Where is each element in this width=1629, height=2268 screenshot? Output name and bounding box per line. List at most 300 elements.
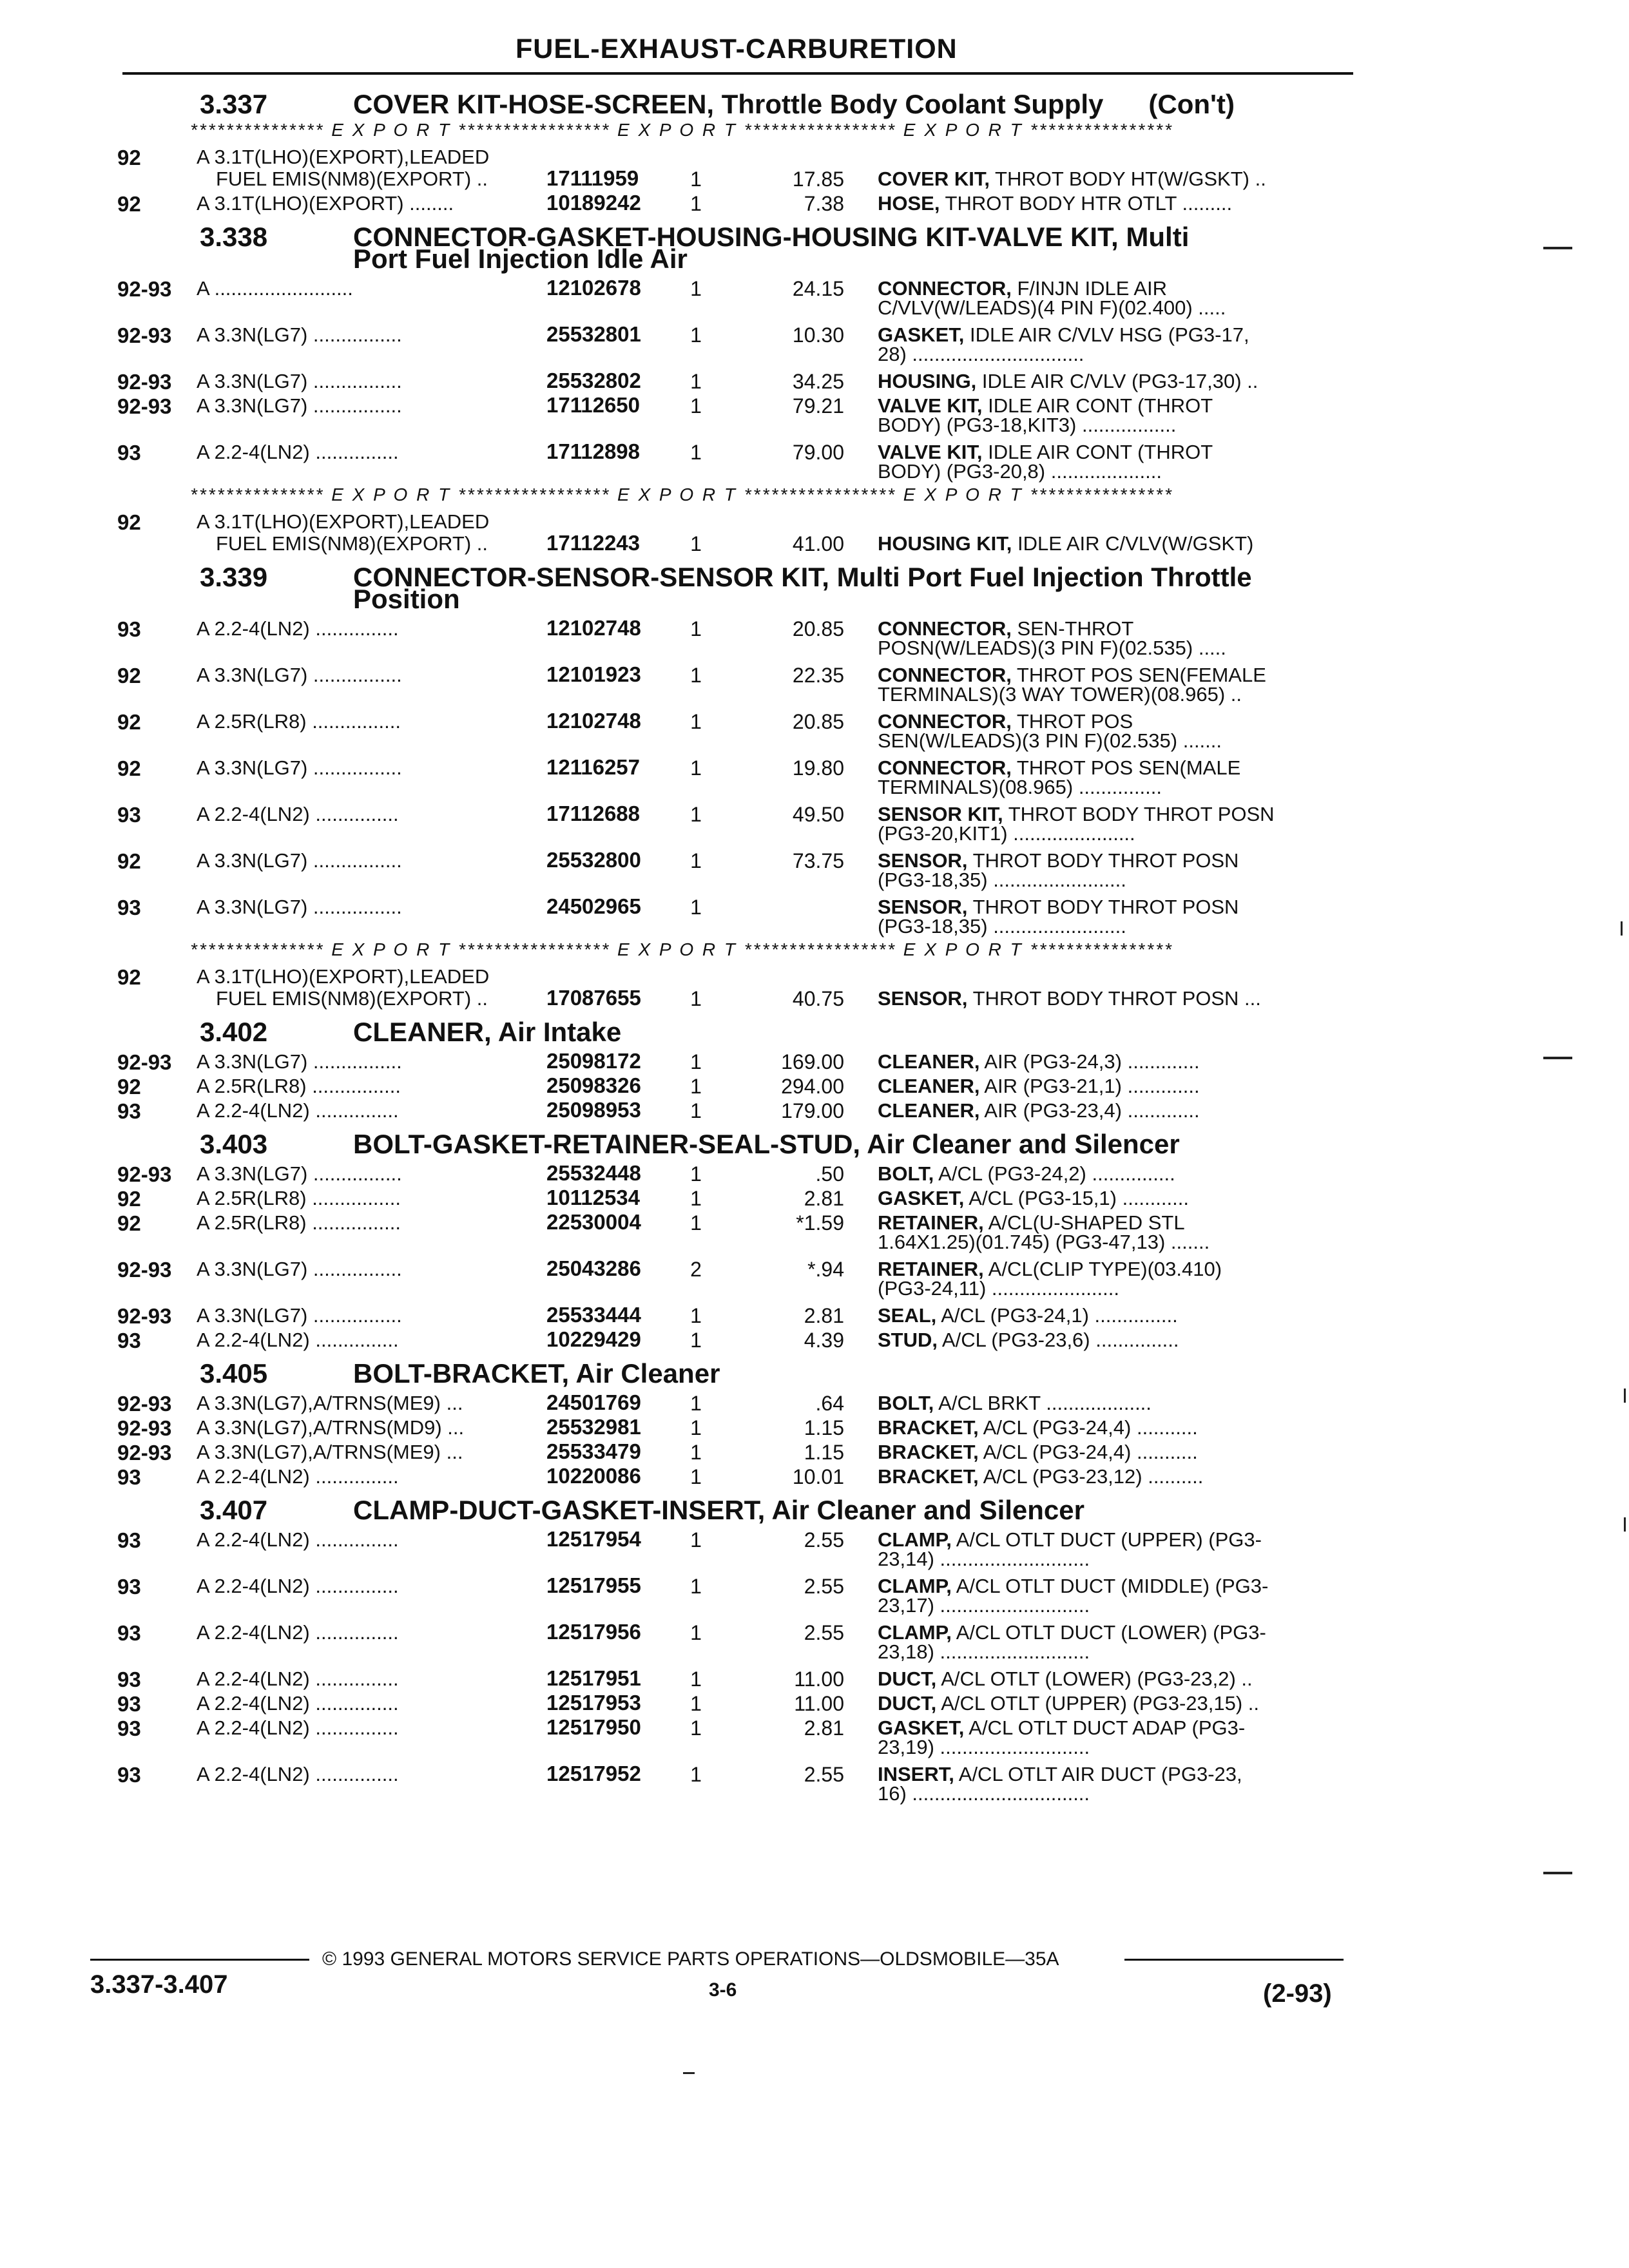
row-description-space — [940, 192, 945, 215]
row-application: A 2.2-4(LN2) ............... — [197, 1716, 399, 1739]
row-price: 41.00 — [792, 532, 844, 555]
row-price: 10.30 — [792, 323, 844, 347]
row-description-text: A/CL OTLT DUCT (LOWER) (PG3- — [956, 1621, 1266, 1644]
row-description-space — [979, 1465, 983, 1488]
margin-mark — [1543, 247, 1572, 249]
row-part-number: 12517953 — [546, 1691, 641, 1715]
row-part-number: 12517955 — [546, 1573, 641, 1597]
row-description-name: VALVE KIT, — [878, 394, 983, 417]
row-description-space — [976, 370, 982, 392]
row-description-name: COVER KIT, — [878, 168, 990, 190]
row-description-text: A/CL OTLT (LOWER) (PG3-23,2) .. — [941, 1667, 1253, 1690]
row-application: A 3.3N(LG7) ................ — [197, 1258, 402, 1280]
row-application: A 2.2-4(LN2) ............... — [197, 1667, 399, 1690]
row-price: 169.00 — [781, 1050, 844, 1073]
header-rule — [122, 72, 1353, 75]
row-part-number: 12517954 — [546, 1527, 641, 1551]
row-application: A 3.3N(LG7) ................ — [197, 1304, 402, 1327]
row-description-text: THROT BODY THROT POSN — [1008, 803, 1275, 825]
row-part-number: 12517950 — [546, 1715, 641, 1739]
section-title-space — [765, 1495, 771, 1525]
row-part-number: 24502965 — [546, 894, 641, 918]
row-year: 92 — [117, 1075, 141, 1099]
row-description — [878, 192, 1232, 215]
row-price: 79.00 — [792, 441, 844, 464]
row-description-cont: (PG3-18,35) ........................ — [878, 869, 1126, 891]
row-price: 1.15 — [804, 1416, 844, 1439]
row-part-number: 25532801 — [546, 322, 641, 346]
row-quantity: 1 — [690, 277, 702, 300]
row-description-text: THROT POS — [1016, 710, 1133, 733]
row-description-name: SEAL, — [878, 1304, 937, 1327]
row-application: A 2.2-4(LN2) ............... — [197, 1465, 399, 1488]
row-description-text: A/CL OTLT DUCT ADAP (PG3- — [969, 1716, 1246, 1739]
row-application: A 3.3N(LG7),A/TRNS(ME9) ... — [197, 1441, 463, 1463]
row-year: 93 — [117, 1692, 141, 1716]
row-year: 92 — [117, 664, 141, 687]
row-description — [878, 1441, 1198, 1464]
row-description-cont: (PG3-20,KIT1) ...................... — [878, 822, 1135, 845]
row-quantity: 1 — [690, 710, 702, 733]
row-part-number: 12102748 — [546, 616, 641, 640]
row-part-number: 25532981 — [546, 1415, 641, 1439]
section-number: 3.339 — [200, 562, 268, 592]
row-year: 93 — [117, 896, 141, 919]
row-part-number: 12517952 — [546, 1762, 641, 1785]
footer-page-number: 3-6 — [709, 1979, 737, 2001]
row-quantity: 1 — [690, 1187, 702, 1210]
row-part-number: 12116257 — [546, 755, 641, 779]
section-title-subtitle: Air Cleaner and Silencer — [867, 1129, 1180, 1159]
row-year: 93 — [117, 441, 141, 465]
row-year: 93 — [117, 1329, 141, 1352]
row-description-name: CLEANER, — [878, 1075, 980, 1097]
row-description-name: BOLT, — [878, 1162, 934, 1185]
row-application: A 3.3N(LG7) ................ — [197, 370, 402, 392]
row-description-space — [968, 987, 973, 1010]
row-price: 20.85 — [792, 710, 844, 733]
row-price: 2.55 — [804, 1575, 844, 1598]
row-description-text: IDLE AIR C/VLV HSG (PG3-17, — [969, 323, 1249, 346]
row-description-text: IDLE AIR CONT (THROT — [988, 394, 1213, 417]
section-title-space — [1119, 222, 1126, 252]
row-quantity: 1 — [690, 1716, 702, 1740]
row-part-number: 17112688 — [546, 802, 641, 825]
section-title-main: COVER KIT-HOSE-SCREEN, — [353, 89, 715, 119]
row-quantity: 1 — [690, 1692, 702, 1715]
row-year: 92 — [117, 510, 141, 534]
margin-mark — [1621, 921, 1623, 936]
row-year: 92 — [117, 965, 141, 989]
row-year: 92-93 — [117, 1441, 172, 1465]
row-price: 11.00 — [794, 1667, 844, 1691]
row-part-number: 10189242 — [546, 191, 641, 215]
row-price: 2.81 — [804, 1716, 844, 1740]
row-application: A 2.5R(LR8) ................ — [197, 1075, 401, 1097]
row-year: 92 — [117, 192, 141, 216]
row-description-text: IDLE AIR C/VLV (PG3-17,30) .. — [981, 370, 1258, 392]
row-quantity: 1 — [690, 1050, 702, 1073]
row-application: A 2.2-4(LN2) ............... — [197, 1329, 399, 1351]
row-application: A 3.1T(LHO)(EXPORT),LEADED — [197, 146, 490, 168]
row-year: 93 — [117, 1621, 141, 1645]
row-description-text: A/CL (PG3-24,1) ............... — [941, 1304, 1178, 1327]
row-application: A 3.1T(LHO)(EXPORT),LEADED — [197, 510, 490, 533]
row-application: A 3.3N(LG7) ................ — [197, 896, 402, 918]
row-description — [878, 532, 1253, 555]
row-description-cont: 23,17) ........................... — [878, 1594, 1090, 1617]
row-description — [878, 1465, 1203, 1488]
row-description-name: CLEANER, — [878, 1099, 980, 1122]
section-number: 3.407 — [200, 1495, 268, 1525]
row-year: 92 — [117, 146, 141, 169]
row-quantity: 1 — [690, 1528, 702, 1552]
row-year: 93 — [117, 1465, 141, 1489]
row-description — [878, 1416, 1198, 1439]
row-description-cont: 23,18) ........................... — [878, 1640, 1090, 1663]
row-part-number: 12517956 — [546, 1620, 641, 1644]
row-description — [878, 168, 1266, 191]
row-description — [878, 1050, 1200, 1073]
row-year: 93 — [117, 617, 141, 641]
section-number: 3.402 — [200, 1017, 268, 1047]
row-description-name: GASKET, — [878, 323, 965, 346]
row-description-space — [1012, 532, 1017, 555]
row-application: A 2.2-4(LN2) ............... — [197, 1692, 399, 1715]
row-part-number: 24501769 — [546, 1390, 641, 1414]
section-title-main: CONNECTOR-GASKET-HOUSING-HOUSING KIT-VALVE KIT, — [353, 222, 1119, 252]
row-description-name: BRACKET, — [878, 1465, 979, 1488]
row-description-text: THROT BODY THROT POSN ... — [972, 987, 1261, 1010]
row-year: 92 — [117, 1187, 141, 1211]
row-description-cont: (PG3-18,35) ........................ — [878, 915, 1126, 937]
row-application: A 3.3N(LG7) ................ — [197, 849, 402, 872]
row-price: 17.85 — [792, 168, 844, 191]
row-year: 93 — [117, 1099, 141, 1123]
section-title — [353, 562, 1252, 593]
row-description-name: GASKET, — [878, 1716, 965, 1739]
row-price: 40.75 — [792, 987, 844, 1010]
row-description-text: THROT POS SEN(FEMALE — [1016, 664, 1266, 686]
row-description-cont: POSN(W/LEADS)(3 PIN F)(02.535) ..... — [878, 637, 1226, 659]
row-description-text: A/CL OTLT (UPPER) (PG3-23,15) .. — [941, 1692, 1260, 1715]
row-description-name: CLEANER, — [878, 1050, 980, 1073]
row-price: 2.81 — [804, 1187, 844, 1210]
row-description — [878, 1304, 1178, 1327]
row-part-number: 17087655 — [546, 986, 641, 1010]
section-title — [353, 1017, 621, 1048]
row-application: A 3.3N(LG7) ................ — [197, 756, 402, 779]
section-title-subtitle: Throttle Body Coolant Supply — [721, 89, 1104, 119]
row-description-name: HOUSING KIT, — [878, 532, 1012, 555]
row-year: 93 — [117, 1763, 141, 1787]
margin-mark — [1543, 1872, 1572, 1874]
row-year: 92-93 — [117, 1392, 172, 1416]
row-price: *1.59 — [796, 1211, 844, 1235]
row-quantity: 1 — [690, 192, 702, 215]
row-description-name: RETAINER, — [878, 1211, 984, 1234]
row-price: 1.15 — [804, 1441, 844, 1464]
row-description-name: BRACKET, — [878, 1441, 979, 1463]
row-price: 11.00 — [794, 1692, 844, 1715]
row-year: 92 — [117, 756, 141, 780]
row-description-text: A/CL(CLIP TYPE)(03.410) — [988, 1258, 1222, 1280]
row-year: 92-93 — [117, 277, 172, 301]
row-year: 92-93 — [117, 323, 172, 347]
row-description — [878, 1329, 1179, 1352]
row-description-name: HOSE, — [878, 192, 940, 215]
row-year: 92-93 — [117, 394, 172, 418]
section-title-main: CONNECTOR-SENSOR-SENSOR KIT, — [353, 562, 829, 592]
section-title-line2: Position — [353, 584, 460, 614]
row-description-name: RETAINER, — [878, 1258, 984, 1280]
row-description-text: A/CL OTLT DUCT (UPPER) (PG3- — [956, 1528, 1262, 1551]
section-title — [353, 89, 1235, 120]
row-price: 7.38 — [804, 192, 844, 215]
row-quantity: 1 — [690, 1441, 702, 1464]
export-divider: *************** E X P O R T ***************** E X P O R T ***************** E X P O R T **************** — [190, 485, 1173, 505]
row-description-cont: 23,14) ........................... — [878, 1548, 1090, 1570]
row-description-text: AIR (PG3-24,3) ............. — [984, 1050, 1200, 1073]
row-year: 92 — [117, 1211, 141, 1235]
row-quantity: 1 — [690, 168, 702, 191]
row-description-name: INSERT, — [878, 1763, 954, 1785]
row-description — [878, 1692, 1259, 1715]
row-application: A 3.3N(LG7) ................ — [197, 664, 402, 686]
row-price: .50 — [815, 1162, 844, 1186]
row-quantity: 1 — [690, 987, 702, 1010]
row-quantity: 1 — [690, 1099, 702, 1122]
row-year: 92 — [117, 710, 141, 734]
row-description-name: HOUSING, — [878, 370, 977, 392]
row-description-text: AIR (PG3-23,4) ............. — [984, 1099, 1200, 1122]
row-description-cont: 1.64X1.25)(01.745) (PG3-47,13) ....... — [878, 1231, 1210, 1253]
row-description-name: CLAMP, — [878, 1528, 952, 1551]
footer-rule-right — [1124, 1959, 1344, 1961]
row-quantity: 1 — [690, 1075, 702, 1098]
row-description-name: SENSOR, — [878, 849, 968, 872]
row-part-number: 25533444 — [546, 1303, 641, 1327]
footer-date: (2-93) — [1263, 1979, 1332, 2008]
row-application: A 2.5R(LR8) ................ — [197, 1211, 401, 1234]
row-description-text: A/CL (PG3-23,6) ............... — [941, 1329, 1179, 1351]
row-quantity: 1 — [690, 323, 702, 347]
section-title-subtitle: Air Cleaner — [575, 1358, 720, 1389]
row-part-number: 25098953 — [546, 1098, 641, 1122]
row-description-name: CONNECTOR, — [878, 756, 1012, 779]
row-price: 294.00 — [781, 1075, 844, 1098]
page-header-title: FUEL-EXHAUST-CARBURETION — [516, 34, 958, 64]
row-description-name: BOLT, — [878, 1392, 934, 1414]
row-description-name: DUCT, — [878, 1692, 937, 1715]
row-description-text: A/CL (PG3-24,2) ............... — [938, 1162, 1175, 1185]
row-application: A 2.2-4(LN2) ............... — [197, 1763, 399, 1785]
margin-mark — [1543, 1057, 1572, 1059]
row-part-number: 17111959 — [546, 166, 639, 190]
row-description-text: THROT BODY HTR OTLT ......... — [945, 192, 1233, 215]
row-description-space — [938, 1329, 942, 1351]
row-description-name: CONNECTOR, — [878, 277, 1012, 300]
row-description-name: VALVE KIT, — [878, 441, 983, 463]
row-description-space — [990, 168, 995, 190]
row-description-text: THROT BODY THROT POSN — [972, 849, 1239, 872]
section-title-continued: (Con't) — [1148, 89, 1235, 119]
section-title-main: BOLT-BRACKET, — [353, 1358, 570, 1389]
row-quantity: 1 — [690, 664, 702, 687]
row-description — [878, 987, 1261, 1010]
row-price: 24.15 — [792, 277, 844, 300]
section-title-subtitle: Multi Port Fuel Injection Throttle — [836, 562, 1252, 592]
row-part-number: 22530004 — [546, 1210, 641, 1234]
section-title-space — [569, 1358, 575, 1389]
row-description — [878, 1099, 1200, 1122]
row-part-number: 17112898 — [546, 439, 641, 463]
row-description-name: SENSOR KIT, — [878, 803, 1003, 825]
row-year: 93 — [117, 1528, 141, 1552]
row-application: A 2.2-4(LN2) ............... — [197, 803, 399, 825]
row-application: A 2.5R(LR8) ................ — [197, 710, 401, 733]
row-quantity: 2 — [690, 1258, 702, 1281]
row-application: A 2.2-4(LN2) ............... — [197, 1575, 399, 1597]
row-part-number: 12102678 — [546, 276, 641, 300]
row-description-text: A/CL (PG3-15,1) ............ — [969, 1187, 1189, 1209]
row-description-name: CLAMP, — [878, 1575, 952, 1597]
row-application: A ......................... — [197, 277, 353, 300]
row-description-name: CONNECTOR, — [878, 710, 1012, 733]
row-description-text: A/CL(U-SHAPED STL — [988, 1211, 1185, 1234]
row-description-cont: 28) ............................... — [878, 343, 1084, 365]
section-title — [353, 1358, 720, 1389]
row-quantity: 1 — [690, 394, 702, 418]
section-title-line2: Port Fuel Injection Idle Air — [353, 244, 688, 274]
row-quantity: 1 — [690, 1211, 702, 1235]
row-quantity: 1 — [690, 896, 702, 919]
row-quantity: 1 — [690, 1329, 702, 1352]
row-price: 49.50 — [792, 803, 844, 826]
row-part-number: 25532800 — [546, 848, 641, 872]
row-description-name: CONNECTOR, — [878, 664, 1012, 686]
row-description-cont: 23,19) ........................... — [878, 1736, 1090, 1758]
row-quantity: 1 — [690, 1575, 702, 1598]
row-price: 34.25 — [792, 370, 844, 393]
row-price: 20.85 — [792, 617, 844, 640]
section-title-main: CLAMP-DUCT-GASKET-INSERT, — [353, 1495, 766, 1525]
row-application-cont: FUEL EMIS(NM8)(EXPORT) .. — [216, 168, 488, 190]
row-application: A 3.1T(LHO)(EXPORT),LEADED — [197, 965, 490, 988]
row-quantity: 1 — [690, 617, 702, 640]
row-description — [878, 370, 1258, 393]
row-description — [878, 1392, 1152, 1415]
row-application: A 3.3N(LG7) ................ — [197, 394, 402, 417]
section-title-space — [829, 562, 837, 592]
section-title — [353, 1129, 1180, 1160]
row-description-space — [979, 1416, 983, 1439]
row-application: A 3.3N(LG7) ................ — [197, 1050, 402, 1073]
section-title-subtitle: Multi — [1126, 222, 1190, 252]
row-price: *.94 — [807, 1258, 844, 1281]
row-description — [878, 1162, 1175, 1186]
row-description-text: THROT BODY THROT POSN — [972, 896, 1239, 918]
row-description-text: F/INJN IDLE AIR — [1017, 277, 1167, 300]
row-description-cont: (PG3-24,11) ....................... — [878, 1277, 1119, 1300]
row-price: 179.00 — [781, 1099, 844, 1122]
row-application: A 3.3N(LG7),A/TRNS(ME9) ... — [197, 1392, 463, 1414]
row-quantity: 1 — [690, 1416, 702, 1439]
row-part-number: 25098172 — [546, 1049, 641, 1073]
row-description-text: IDLE AIR C/VLV(W/GSKT) — [1017, 532, 1254, 555]
row-price: 22.35 — [792, 664, 844, 687]
row-year: 93 — [117, 1716, 141, 1740]
row-part-number: 25533479 — [546, 1439, 641, 1463]
row-application: A 2.2-4(LN2) ............... — [197, 441, 399, 463]
row-quantity: 1 — [690, 803, 702, 826]
row-description-name: CLAMP, — [878, 1621, 952, 1644]
row-year: 92-93 — [117, 1304, 172, 1328]
row-quantity: 1 — [690, 532, 702, 555]
row-description-text: A/CL BRKT ................... — [938, 1392, 1152, 1414]
row-application: A 3.1T(LHO)(EXPORT) ........ — [197, 192, 454, 215]
row-description-cont: BODY) (PG3-18,KIT3) ................. — [878, 414, 1177, 436]
row-price: 19.80 — [792, 756, 844, 780]
footer-copyright: © 1993 GENERAL MOTORS SERVICE PARTS OPERATIONS—OLDSMOBILE—35A — [322, 1948, 1059, 1970]
row-description-cont: 16) ................................ — [878, 1782, 1090, 1805]
row-description-cont: TERMINALS)(3 WAY TOWER)(08.965) .. — [878, 683, 1242, 706]
footer-rule-left — [90, 1959, 309, 1961]
row-description-name: CONNECTOR, — [878, 617, 1012, 640]
row-price: 2.81 — [804, 1304, 844, 1327]
row-year: 92 — [117, 849, 141, 873]
row-description-name: BRACKET, — [878, 1416, 979, 1439]
section-title-main: BOLT-GASKET-RETAINER-SEAL-STUD, — [353, 1129, 861, 1159]
row-description-name: SENSOR, — [878, 987, 968, 1010]
row-quantity: 1 — [690, 370, 702, 393]
row-part-number: 25098326 — [546, 1073, 641, 1097]
row-application: A 3.3N(LG7) ................ — [197, 1162, 402, 1185]
row-description-text: THROT BODY HT(W/GSKT) .. — [995, 168, 1266, 190]
row-price: 2.55 — [804, 1621, 844, 1644]
row-description-cont: TERMINALS)(08.965) ............... — [878, 776, 1162, 798]
row-quantity: 1 — [690, 1304, 702, 1327]
section-title-subtitle: Air Cleaner and Silencer — [771, 1495, 1084, 1525]
row-description-text: A/CL OTLT DUCT (MIDDLE) (PG3- — [956, 1575, 1269, 1597]
section-title-space — [492, 1017, 498, 1047]
row-quantity: 1 — [690, 1162, 702, 1186]
footer-section-range: 3.337-3.407 — [90, 1970, 228, 1999]
row-price: 2.55 — [804, 1763, 844, 1786]
row-quantity: 1 — [690, 849, 702, 872]
row-description-name: SENSOR, — [878, 896, 968, 918]
section-number: 3.405 — [200, 1358, 268, 1389]
row-year: 92-93 — [117, 1258, 172, 1282]
section-number: 3.338 — [200, 222, 268, 252]
row-quantity: 1 — [690, 1621, 702, 1644]
section-title-subtitle: Air Intake — [497, 1017, 622, 1047]
row-year: 93 — [117, 1667, 141, 1691]
row-price: 73.75 — [792, 849, 844, 872]
row-application: A 2.2-4(LN2) ............... — [197, 617, 399, 640]
row-description-space — [979, 1441, 983, 1463]
row-year: 92-93 — [117, 370, 172, 394]
row-year: 92-93 — [117, 1162, 172, 1186]
row-description-cont: BODY) (PG3-20,8) .................... — [878, 460, 1162, 483]
export-divider: *************** E X P O R T ***************** E X P O R T ***************** E X P O R T **************** — [190, 939, 1173, 959]
row-year: 92-93 — [117, 1050, 172, 1074]
row-application: A 2.2-4(LN2) ............... — [197, 1528, 399, 1551]
row-year: 92-93 — [117, 1416, 172, 1440]
row-price: 2.55 — [804, 1528, 844, 1552]
row-description — [878, 1667, 1253, 1691]
row-application-cont: FUEL EMIS(NM8)(EXPORT) .. — [216, 532, 488, 555]
